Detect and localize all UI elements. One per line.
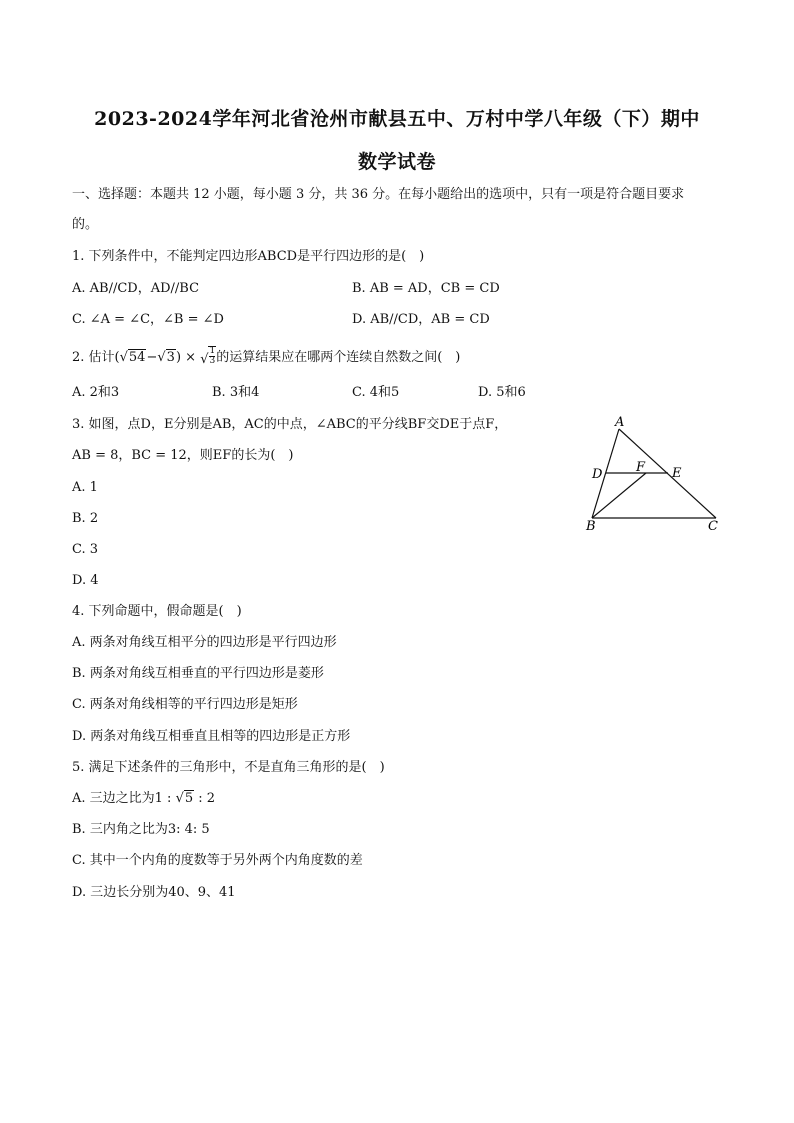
q1-option-c: C. ∠A = ∠C，∠B = ∠D [72,312,224,327]
q1-option-a: A. AB//CD，AD//BC [72,281,200,296]
label-f: F [636,460,646,475]
q3-stem-line1: 3. 如图，点D，E分别是AB，AC的中点，∠ABC的平分线BF交DE于点F， [72,417,508,432]
section-instructions-line2: 的。 [72,217,99,232]
q2-prefix: 2. 估计( [72,350,120,365]
q4-stem: 4. 下列命题中，假命题是( ) [72,604,242,619]
q4-option-d: D. 两条对角线互相垂直且相等的四边形是正方形 [72,729,351,744]
q2-option-a: A. 2和3 [72,385,120,400]
label-a: A [615,415,625,430]
q3-triangle-figure [580,412,730,537]
q2-option-b: B. 3和4 [212,385,260,400]
q5-option-a: A. 三边之比为1 : √5 : 2 [72,791,216,806]
label-e: E [672,466,682,481]
exam-title-line1: 2023-2024学年河北省沧州市献县五中、万村中学八年级（下）期中 [94,108,700,130]
q3-stem-line2: AB = 8，BC = 12，则EF的长为( ) [72,448,294,463]
q2-sqrt-3: √3 [157,350,175,365]
q1-option-d: D. AB//CD，AB = CD [352,312,490,327]
label-c: C [708,519,718,534]
q2-suffix: 的运算结果应在哪两个连续自然数之间( ) [216,350,461,365]
q1-stem: 1. 下列条件中，不能判定四边形ABCD是平行四边形的是( ) [72,249,425,264]
q5-option-d: D. 三边长分别为40、9、41 [72,885,236,900]
section-instructions-line1: 一、选择题：本题共 12 小题，每小题 3 分，共 36 分。在每小题给出的选项中，只有一项是符合题目要求 [72,187,685,202]
q3-option-a: A. 1 [72,480,98,495]
q3-option-d: D. 4 [72,573,99,588]
exam-title-line2: 数学试卷 [357,151,436,173]
q5-sqrt-5: √5 [175,791,194,806]
q5-stem: 5. 满足下述条件的三角形中，不是直角三角形的是( ) [72,760,385,775]
q4-option-c: C. 两条对角线相等的平行四边形是矩形 [72,697,298,712]
q4-option-b: B. 两条对角线互相垂直的平行四边形是菱形 [72,666,324,681]
q2-times: ) × [175,350,197,365]
q3-option-c: C. 3 [72,542,99,557]
label-b: B [586,519,596,534]
q5-option-b: B. 三内角之比为3: 4: 5 [72,822,210,837]
q2-sqrt-54: √54 [119,350,146,365]
q2-option-c: C. 4和5 [352,385,400,400]
q3-option-b: B. 2 [72,511,99,526]
q2-stem [72,346,460,369]
q2-sqrt-fraction: √ $\frac{1}{3}$ [200,346,216,367]
q2-option-d: D. 5和6 [478,385,526,400]
q1-option-b: B. AB = AD，CB = CD [352,281,500,296]
q5-option-c: C. 其中一个内角的度数等于另外两个内角度数的差 [72,853,363,868]
q2-minus: − [146,350,158,365]
label-d: D [592,467,603,482]
q4-option-a: A. 两条对角线互相平分的四边形是平行四边形 [72,635,337,650]
